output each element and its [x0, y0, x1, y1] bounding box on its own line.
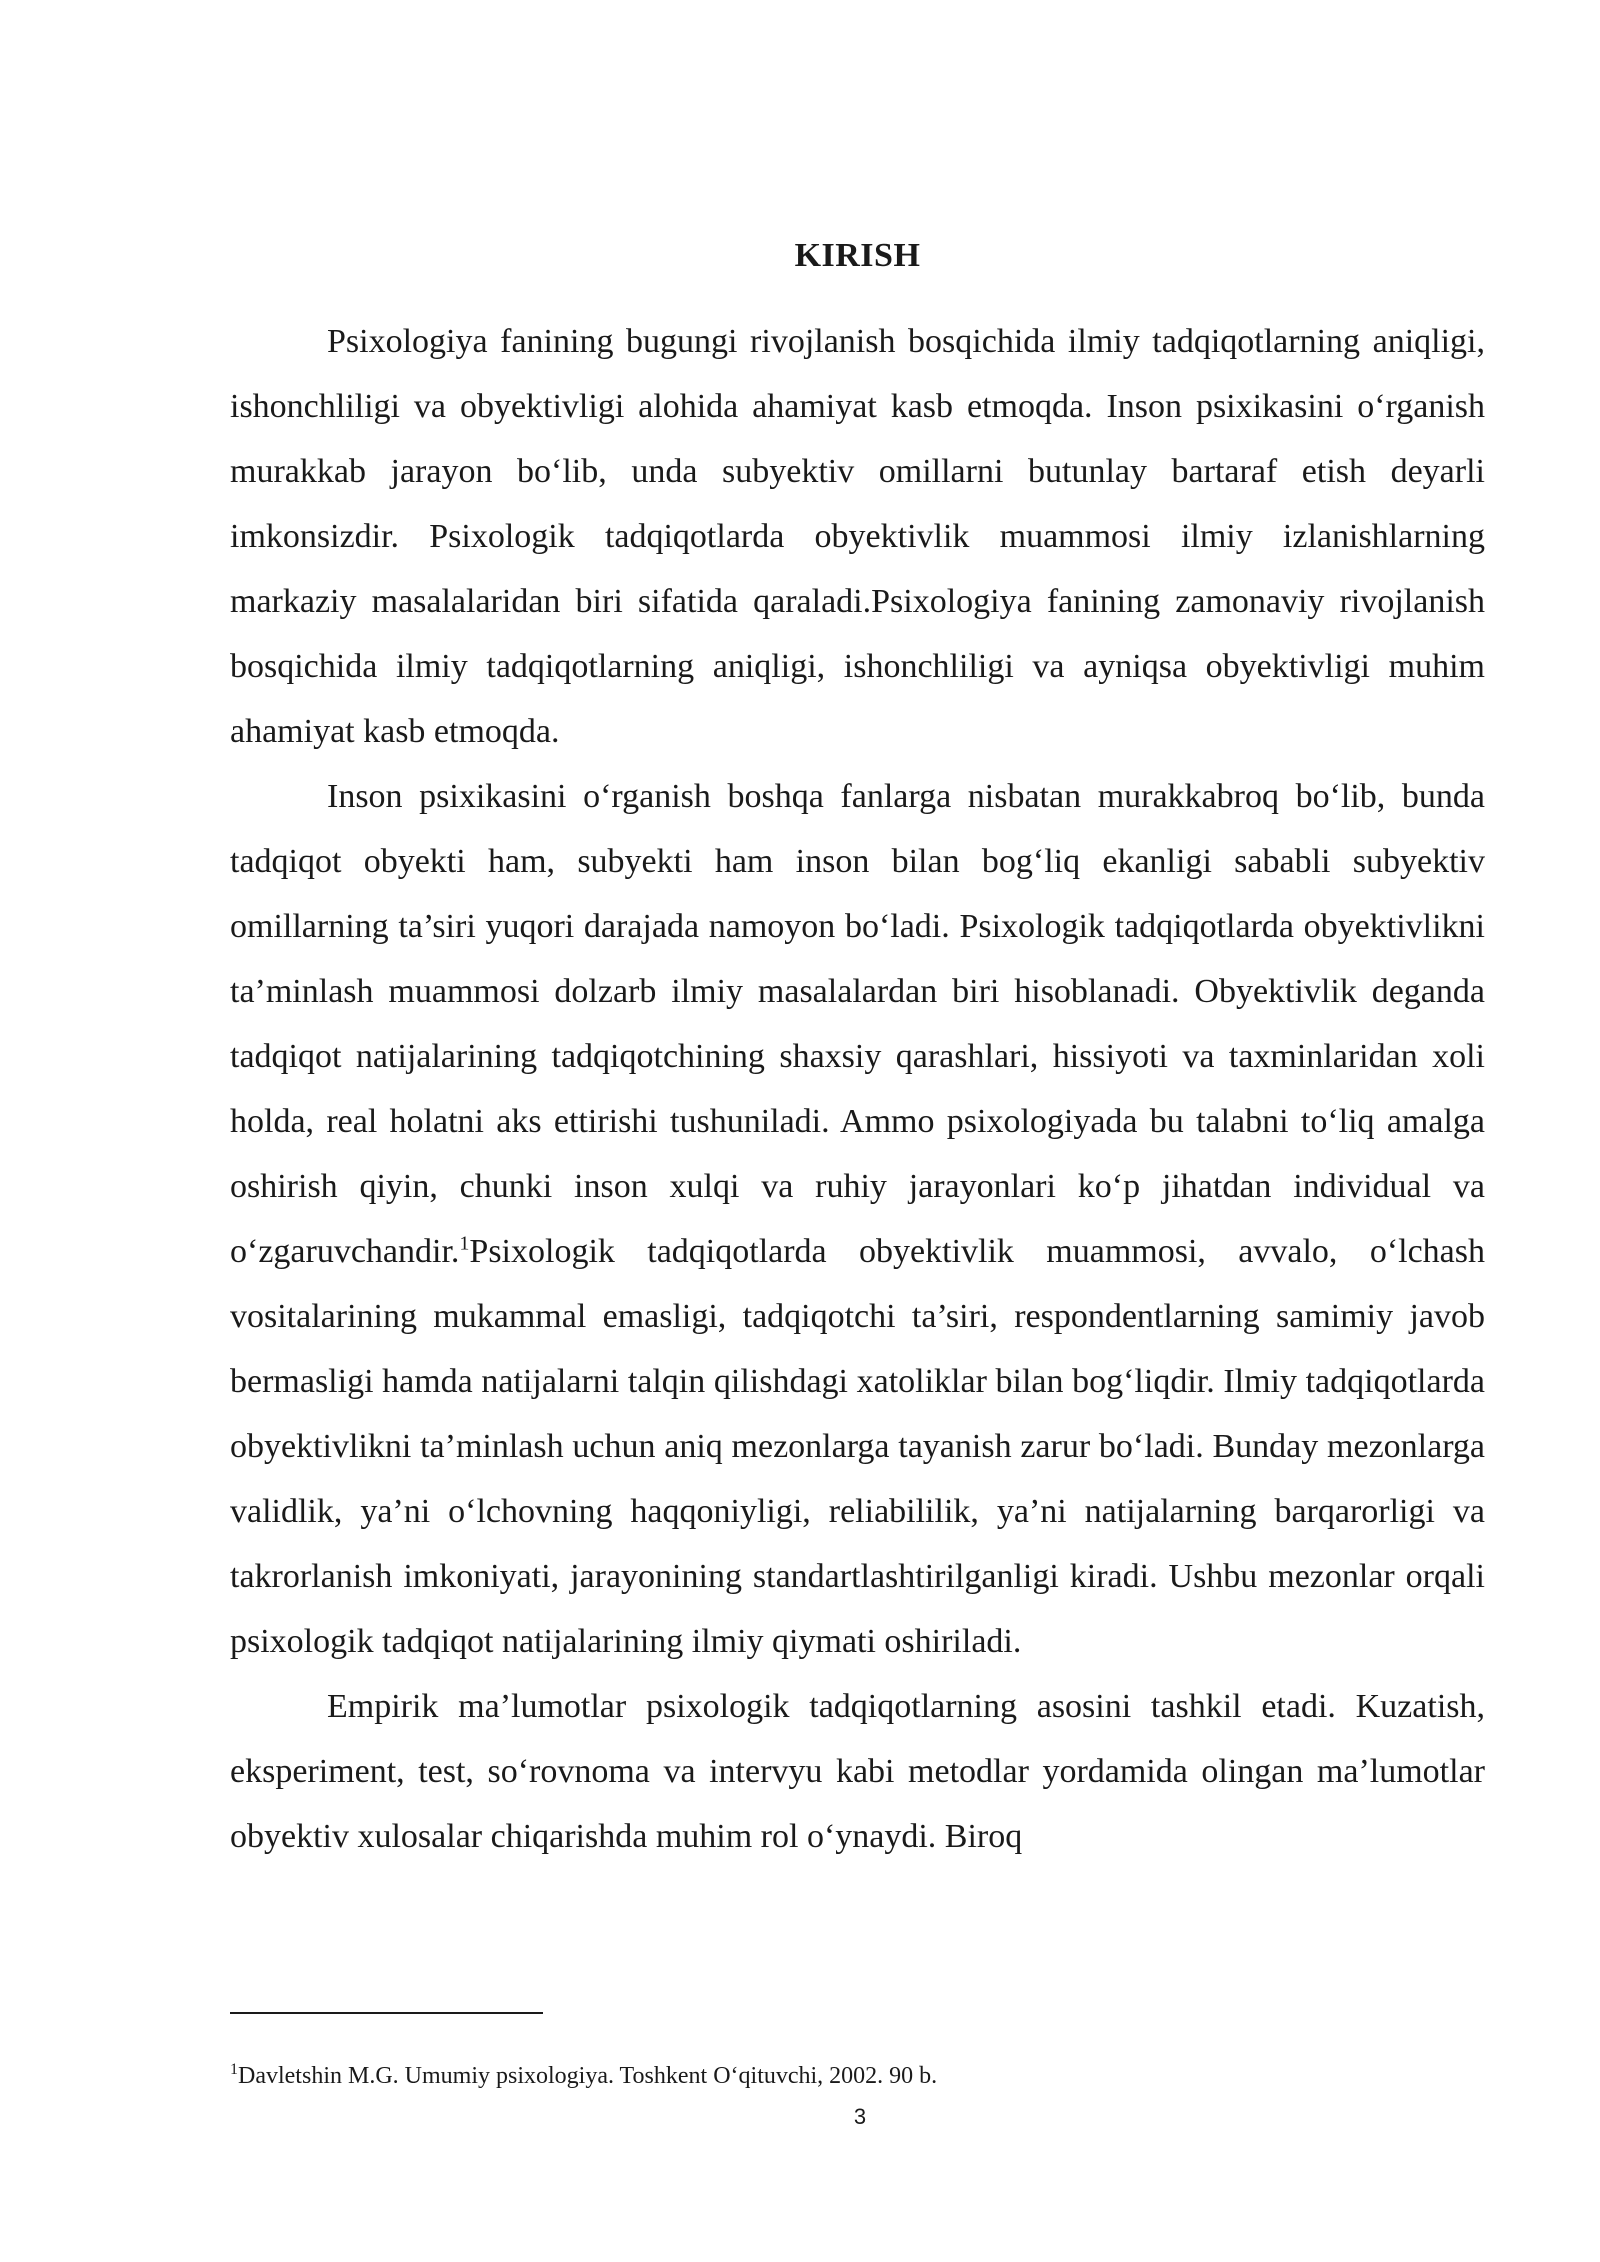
paragraph-2-text-after-ref: Psixologik tadqiqotlarda obyektivlik muammosi, avvalo, o‘lchash vositalarining mukammal emasligi, tadqiqotchi ta’siri, respondentlarning samimiy javob bermasligi hamda natijalarni talqin qilishdagi xatoliklar bilan bog‘liqdir. Ilmiy tadqiqotlarda obyektivlikni ta’minlash uchun aniq mezonlarga tayanish zarur bo‘ladi. Bunday mezonlarga validlik, ya’ni o‘lchovning haqqoniyligi, reliabililik, ya’ni natijalarning barqarorligi va takrorlanish imkoniyati, jarayonining standartlashtirilganligi kiradi. Ushbu mezonlar orqali psixologik tadqiqot natijalarining ilmiy qiymati oshiriladi. — [230, 1233, 1485, 1660]
paragraph-2 — [230, 764, 1485, 1674]
footnote-separator — [230, 2012, 543, 2014]
paragraph-2-text-before-ref: Inson psixikasini o‘rganish boshqa fanlarga nisbatan murakkabroq bo‘lib, bunda tadqiqot obyekti ham, subyekti ham inson bilan bog‘liq ekanligi sababli subyektiv omillarning ta’siri yuqori darajada namoyon bo‘ladi. Psixologik tadqiqotlarda obyektivlikni ta’minlash muammosi dolzarb ilmiy masalalardan biri hisoblanadi. Obyektivlik deganda tadqiqot natijalarining tadqiqotchining shaxsiy qarashlari, hissiyoti va taxminlaridan xoli holda, real holatni aks ettirishi tushuniladi. Ammo psixologiyada bu talabni to‘liq amalga oshirish qiyin, chunki inson xulqi va ruhiy jarayonlari ko‘p jihatdan individual va o‘zgaruvchandir. — [230, 778, 1485, 1270]
footnote-reference[interactable]: 1 — [459, 1232, 470, 1255]
footnote — [230, 2060, 1485, 2092]
footnote-text: Davletshin M.G. Umumiy psixologiya. Toshkent O‘qituvchi, 2002. 90 b. — [238, 2063, 938, 2089]
section-title: KIRISH — [794, 237, 921, 274]
footnote-number: 1 — [230, 2061, 238, 2078]
page-number: 3 — [853, 2104, 867, 2129]
paragraph-3: Empirik ma’lumotlar psixologik tadqiqotlarning asosini tashkil etadi. Kuzatish, eksperiment, test, so‘rovnoma va intervyu kabi metodlar yordamida olingan ma’lumotlar obyektiv xulosalar chiqarishda muhim rol o‘ynaydi. Biroq — [230, 1688, 1485, 1855]
body-text — [230, 309, 1485, 1869]
paragraph-1: Psixologiya fanining bugungi rivojlanish bosqichida ilmiy tadqiqotlarning aniqligi, ishonchliligi va obyektivligi alohida ahamiyat kasb etmoqda. Inson psixikasini o‘rganish murakkab jarayon bo‘lib, unda subyektiv omillarni butunlay bartaraf etish deyarli imkonsizdir. Psixologik tadqiqotlarda obyektivlik muammosi ilmiy izlanishlarning markaziy masalalaridan biri sifatida qaraladi.Psixologiya fanining zamonaviy rivojlanish bosqichida ilmiy tadqiqotlarning aniqligi, ishonchliligi va ayniqsa obyektivligi muhim ahamiyat kasb etmoqda. — [230, 323, 1485, 750]
